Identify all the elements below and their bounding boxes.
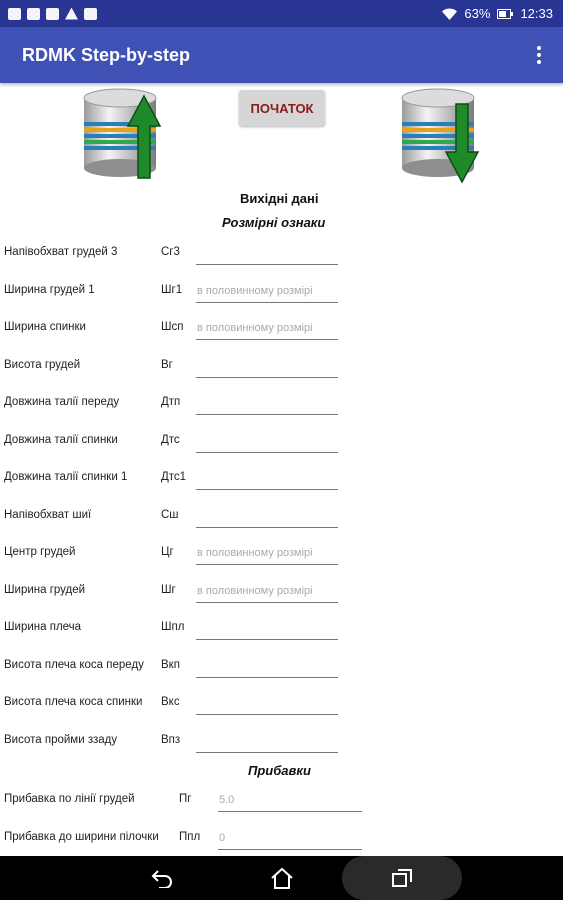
measure-label: Ширина спинки [4, 321, 86, 333]
notification-icon [27, 8, 40, 20]
measure-input[interactable] [196, 393, 338, 415]
measure-label: Ширина грудей [4, 583, 86, 596]
measure-abbr: Цг [161, 546, 174, 558]
form-content[interactable] [0, 83, 563, 856]
measure-label: Висота плеча коса спинки [4, 696, 143, 708]
recent-apps-button[interactable] [342, 856, 462, 900]
allowance-input[interactable]: 5.0 [218, 790, 362, 812]
measure-abbr: Вг [161, 358, 173, 371]
measure-input[interactable]: в половинному розмірі [196, 543, 338, 565]
allowance-abbr: Ппл [179, 831, 201, 843]
battery-percent: 63% [464, 6, 491, 21]
allowance-label: Прибавка по лінії грудей [4, 793, 135, 805]
mail-icon [46, 8, 59, 20]
warning-icon [65, 8, 78, 20]
allowance-abbr: Пг [179, 793, 192, 805]
measure-abbr: Сш [161, 508, 179, 521]
measure-label: Довжина талії спинки [4, 433, 118, 446]
measure-label: Висота плеча коса переду [4, 658, 144, 671]
home-button[interactable] [222, 856, 342, 900]
measure-label: Довжина талії спинки 1 [4, 471, 128, 483]
measure-label: Центр грудей [4, 546, 76, 558]
section-heading-allowances: Прибавки [248, 763, 311, 778]
notification-icon [8, 8, 21, 20]
measure-abbr: Впз [161, 733, 181, 746]
database-download-icon[interactable] [398, 86, 482, 186]
measure-input[interactable] [196, 431, 338, 453]
measure-abbr: Дтс [161, 433, 180, 446]
measure-abbr: Вкс [161, 696, 180, 708]
measure-input[interactable] [196, 693, 338, 715]
measure-label: Ширина плеча [4, 621, 82, 633]
start-button[interactable]: ПОЧАТОК [239, 90, 325, 126]
measure-abbr: Шг [161, 583, 176, 596]
measure-label: Висота грудей [4, 358, 81, 371]
measure-input[interactable] [196, 731, 338, 753]
battery-icon [497, 9, 513, 19]
measure-label: Напівобхват шиї [4, 508, 92, 521]
measure-label: Висота пройми ззаду [4, 733, 118, 746]
section-heading-initial: Вихідні дані [240, 191, 319, 206]
home-icon [270, 867, 294, 889]
measure-abbr: Дтс1 [161, 471, 187, 483]
wifi-icon [442, 8, 457, 20]
measure-label: Довжина талії переду [4, 396, 120, 408]
app-title: RDMK Step-by-step [22, 44, 191, 65]
app-bar [0, 27, 563, 83]
measure-input[interactable]: в половинному розмірі [196, 281, 338, 303]
notification-icons [8, 8, 97, 20]
measure-input[interactable]: в половинному розмірі [196, 581, 338, 603]
recent-apps-icon [391, 868, 413, 888]
status-bar [0, 0, 563, 27]
measure-input[interactable] [196, 618, 338, 640]
measure-input[interactable] [196, 506, 338, 528]
measure-abbr: Шпл [161, 621, 185, 633]
measure-abbr: Шг1 [161, 283, 183, 296]
back-button[interactable] [102, 856, 222, 900]
database-upload-icon[interactable] [80, 86, 164, 186]
measure-input[interactable]: в половинному розмірі [196, 318, 338, 340]
measure-input[interactable] [196, 243, 338, 265]
measure-abbr: Шсп [161, 321, 184, 333]
measure-input[interactable] [196, 356, 338, 378]
measure-abbr: Сг3 [161, 246, 180, 258]
navigation-bar [0, 856, 563, 900]
measure-input[interactable] [196, 468, 338, 490]
back-icon [150, 868, 174, 888]
measure-label: Ширина грудей 1 [4, 283, 95, 296]
measure-input[interactable] [196, 656, 338, 678]
overflow-menu-icon[interactable] [533, 42, 545, 68]
measure-label: Напівобхват грудей 3 [4, 246, 118, 258]
measure-abbr: Вкп [161, 658, 180, 671]
section-heading-measures: Розмірні ознаки [222, 215, 326, 230]
allowance-input[interactable]: 0 [218, 828, 362, 850]
measure-abbr: Дтп [161, 396, 181, 408]
image-icon [84, 8, 97, 20]
allowance-label: Прибавка до ширини пілочки [4, 831, 159, 843]
clock: 12:33 [520, 6, 553, 21]
